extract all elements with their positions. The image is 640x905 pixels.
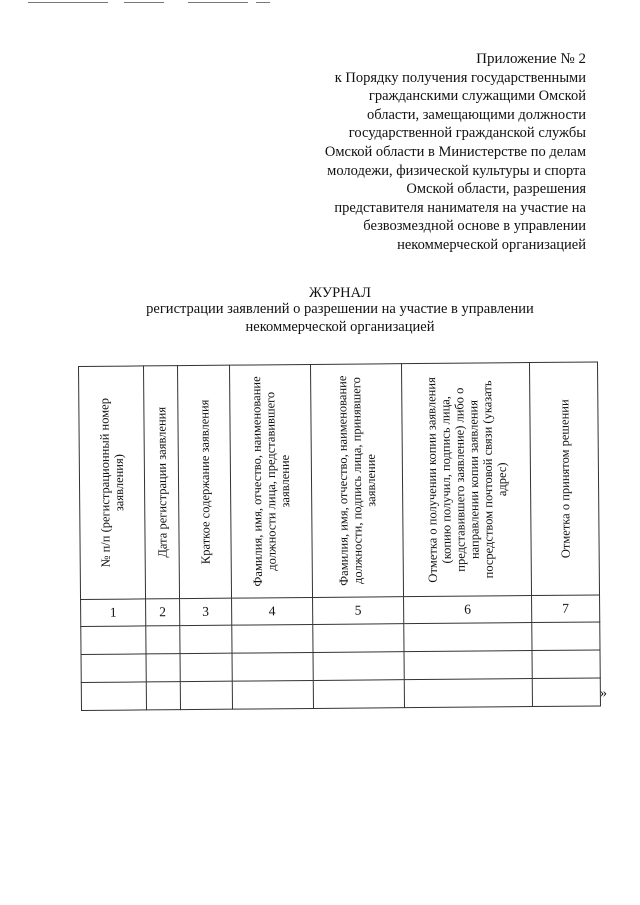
table-row: [81, 650, 600, 683]
appendix-line: государственной гражданской службы: [348, 125, 586, 142]
column-number: 4: [232, 597, 313, 625]
appendix-line: безвозмездной основе в управлении: [363, 218, 586, 235]
table-row: [81, 678, 600, 711]
appendix-line: к Порядку получения государственными: [334, 69, 586, 86]
appendix-block: [286, 50, 586, 255]
column-header-copy-note: Отметка о получении копии заявления (копию получил, подпись лица, представившего заявление) либо о направлении копии заявления посредством почтовой связи (указать адрес): [423, 377, 509, 583]
journal-table: [78, 361, 601, 711]
table-cell: [180, 653, 232, 681]
column-header-summary: Краткое содержание заявления: [196, 399, 213, 565]
table-cell: [404, 679, 532, 708]
table-cell: [404, 651, 532, 680]
column-number: 3: [180, 598, 232, 625]
scan-marks: [28, 2, 278, 6]
table-cell: [180, 681, 232, 709]
appendix-line: Омской области, разрешения: [406, 181, 586, 198]
appendix-line: некоммерческой организацией: [397, 236, 586, 253]
table-cell: [180, 625, 232, 653]
column-number: 2: [146, 599, 180, 626]
table-cell: [313, 624, 404, 653]
journal-subtitle: [60, 300, 620, 336]
column-number: 1: [81, 599, 146, 627]
table-cell: [404, 623, 532, 652]
column-header-receiver: Фамилия, имя, отчество, наименование должности, подпись лица, принявшего заявление: [335, 375, 379, 586]
table-cell: [81, 682, 146, 711]
table-row: [81, 622, 600, 655]
header-cell: [310, 364, 403, 598]
journal-subtitle-line1: регистрации заявлений о разрешении на участие в управлении: [146, 301, 534, 317]
table-cell: [146, 682, 180, 710]
table-cell: [232, 680, 313, 709]
column-number: 5: [313, 597, 404, 625]
table-cell: [81, 626, 146, 655]
table-cell: [313, 652, 404, 681]
header-cell: [529, 362, 599, 596]
table-cell: [532, 678, 600, 707]
header-cell: [178, 365, 232, 598]
table-cell: [532, 650, 600, 679]
table-cell: [532, 622, 600, 651]
table-cell: [232, 624, 313, 653]
table-cell: [81, 654, 146, 683]
column-header-number: № п/п (регистрационный номер заявления): [97, 398, 127, 568]
table-cell: [146, 654, 180, 682]
journal-subtitle-line2: некоммерческой организацией: [245, 319, 435, 335]
table-cell: [232, 652, 313, 681]
header-cell: [401, 363, 531, 597]
journal-title: ЖУРНАЛ: [309, 285, 371, 301]
column-number: 6: [404, 596, 532, 624]
header-cell: [229, 364, 312, 598]
appendix-line: молодежи, физической культуры и спорта: [327, 162, 586, 179]
table-cell: [313, 680, 404, 709]
column-header-applicant: Фамилия, имя, отчество, наименование должности лица, представившего заявление: [249, 376, 293, 587]
appendix-line: представителя нанимателя на участие на: [334, 199, 586, 216]
table-cell: [146, 626, 180, 654]
header-cell: [144, 366, 180, 599]
table-header-row: [79, 362, 600, 600]
column-header-decision: Отметка о принятом решении: [556, 399, 573, 559]
column-number: 7: [532, 595, 600, 623]
appendix-line: гражданскими служащими Омской: [368, 88, 586, 105]
appendix-line: Омской области в Министерстве по делам: [324, 143, 586, 160]
closing-quote: »: [600, 686, 607, 701]
header-cell: [79, 366, 146, 600]
column-header-date: Дата регистрации заявления: [153, 406, 170, 558]
appendix-line: области, замещающими должности: [366, 106, 586, 123]
appendix-title: Приложение № 2: [476, 51, 586, 67]
